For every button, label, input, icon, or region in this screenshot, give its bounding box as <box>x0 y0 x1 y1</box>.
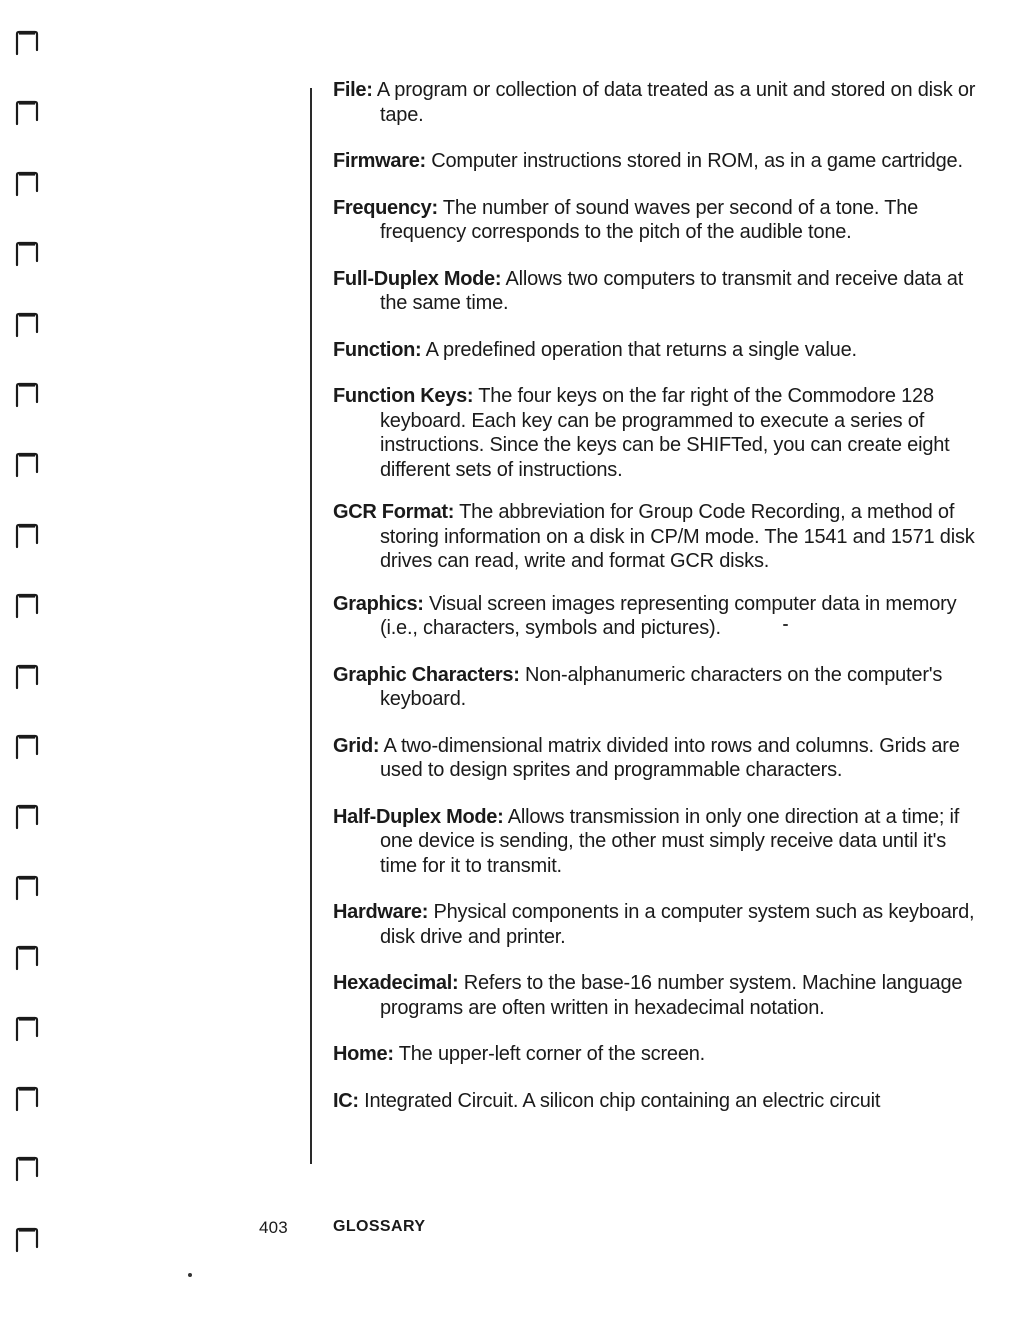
entry-term: Graphic Characters: <box>333 663 520 686</box>
binder-hole-icon <box>14 171 40 197</box>
entry-definition: Allows transmission in only one direction at a time; if one device is sending, the other must simply receive data until it's time for it to transmit. <box>380 805 960 877</box>
binder-hole-icon <box>14 804 40 830</box>
glossary-entry <box>333 734 983 783</box>
glossary-entry <box>333 1089 983 1114</box>
entry-definition: Integrated Circuit. A silicon chip containing an electric circuit <box>364 1089 881 1112</box>
entry-definition: Non-alphanumeric characters on the computer's keyboard. <box>380 663 943 710</box>
glossary-entry <box>333 78 983 127</box>
vertical-rule <box>310 88 312 1164</box>
print-speck <box>783 624 788 626</box>
page-footer <box>0 1218 1035 1242</box>
entry-definition: Allows two computers to transmit and receive data at the same time. <box>380 267 964 314</box>
binder-hole-icon <box>14 664 40 690</box>
entry-term: Hardware: <box>333 901 429 923</box>
entry-definition: The upper-left corner of the screen. <box>398 1043 706 1065</box>
entry-term: Function: <box>333 338 422 361</box>
entry-definition: Refers to the base-16 number system. Machine language programs are often written in hexadecimal notation. <box>380 972 963 1019</box>
glossary-entry <box>333 592 983 641</box>
entry-definition: Physical components in a computer system such as keyboard, disk drive and printer. <box>380 901 975 948</box>
entry-term: Function Keys: <box>333 385 474 407</box>
glossary-entry <box>333 971 983 1020</box>
entry-definition: A two-dimensional matrix divided into rows and columns. Grids are used to design sprites and programmable characters. <box>380 734 960 781</box>
entry-definition: The abbreviation for Group Code Recording, a method of storing information on a disk in CP/M mode. The 1541 and 1571 disk drives can read, write and format GCR disks. <box>380 501 975 572</box>
print-speck <box>188 1273 192 1277</box>
binder-hole-icon <box>14 1086 40 1112</box>
binder-hole-icon <box>14 593 40 619</box>
glossary-entry <box>333 500 983 574</box>
binder-hole-icon <box>14 1156 40 1182</box>
entry-definition: The number of sound waves per second of a tone. The frequency corresponds to the pitch of the audible tone. <box>380 196 919 243</box>
binder-hole-icon <box>14 312 40 338</box>
entry-term: IC: <box>333 1089 359 1112</box>
glossary-entry <box>333 1042 983 1067</box>
page-number: 403 <box>259 1218 288 1237</box>
entry-term: File: <box>333 79 373 101</box>
binder-hole-icon <box>14 452 40 478</box>
binder-hole-icon <box>14 382 40 408</box>
entry-definition: Computer instructions stored in ROM, as in a game cartridge. <box>431 150 963 172</box>
glossary-entry <box>333 149 983 174</box>
entry-term: Hexadecimal: <box>333 972 459 994</box>
binder-hole-icon <box>14 875 40 901</box>
binder-hole-icon <box>14 523 40 549</box>
glossary-entry <box>333 384 983 482</box>
entry-term: GCR Format: <box>333 501 455 523</box>
entry-term: Graphics: <box>333 592 424 615</box>
binder-hole-icon <box>14 100 40 126</box>
section-label: GLOSSARY <box>333 1218 426 1235</box>
binder-hole-icon <box>14 30 40 56</box>
glossary-entry <box>333 900 983 949</box>
entry-term: Frequency: <box>333 196 438 219</box>
entry-definition: The four keys on the far right of the Commodore 128 keyboard. Each key can be programmed to execute a series of instructions. Since the keys can be SHIFTed, you can create eight different sets of instructions. <box>380 385 950 481</box>
glossary-entry <box>333 267 983 316</box>
entry-term: Half-Duplex Mode: <box>333 805 504 828</box>
entry-definition: A predefined operation that returns a single value. <box>425 338 857 361</box>
glossary-entries <box>333 78 983 1113</box>
entry-definition: A program or collection of data treated as a unit and stored on disk or tape. <box>376 79 976 126</box>
glossary-entry <box>333 196 983 245</box>
entry-definition: Visual screen images representing computer data in memory (i.e., characters, symbols and pictures). <box>380 592 957 639</box>
binder-hole-icon <box>14 241 40 267</box>
entry-term: Firmware: <box>333 150 426 172</box>
entry-term: Grid: <box>333 734 380 757</box>
glossary-entry <box>333 338 983 363</box>
entry-term: Home: <box>333 1043 394 1065</box>
binder-hole-icon <box>14 734 40 760</box>
entry-term: Full-Duplex Mode: <box>333 267 502 290</box>
binder-hole-icon <box>14 945 40 971</box>
glossary-entry <box>333 663 983 712</box>
glossary-entry <box>333 805 983 879</box>
binder-hole-icon <box>14 1016 40 1042</box>
